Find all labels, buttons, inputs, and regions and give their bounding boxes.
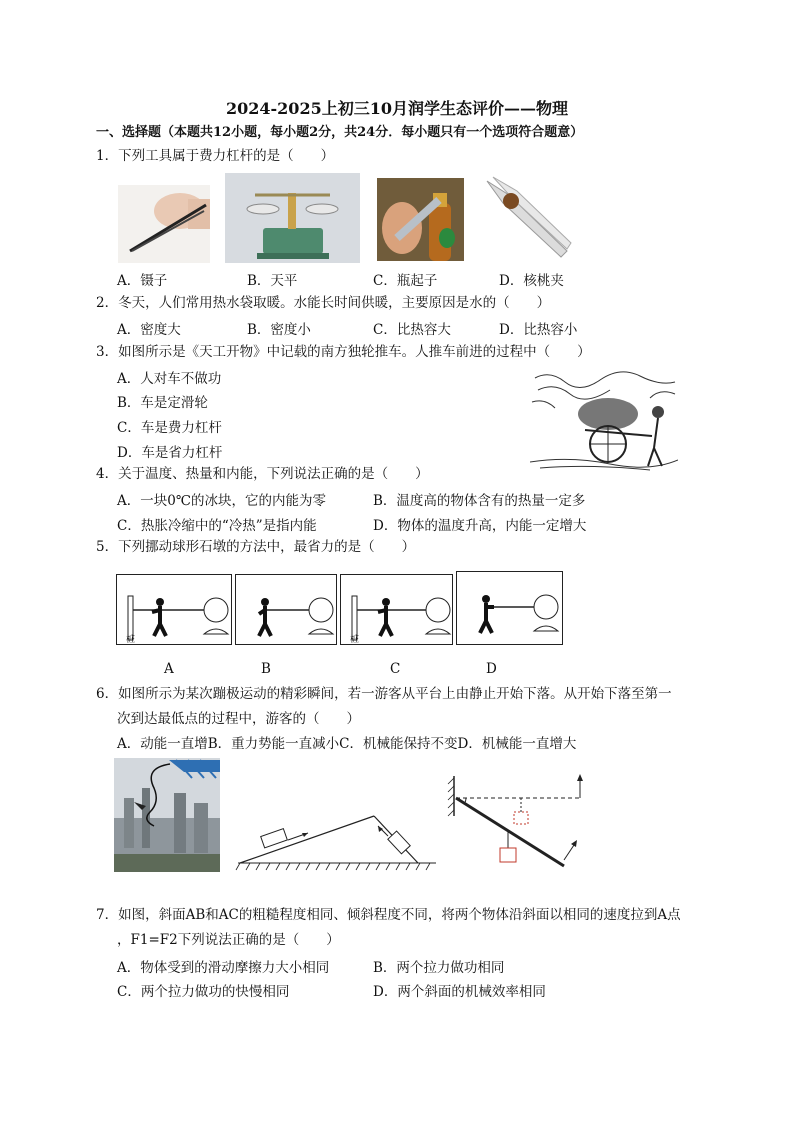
- q5-option-a: A: [164, 661, 174, 677]
- q5-panel-a: [116, 574, 232, 645]
- question-6-options: A．动能一直增B．重力势能一直减小C．机械能保持不变D．机械能一直增大: [117, 736, 577, 752]
- question-7-stem-line1: 7．如图，斜面AB和AC的粗糙程度相同、倾斜程度不同，将两个物体沿斜面以相同的速度拉到A点: [96, 907, 681, 923]
- q5-option-c: C: [390, 661, 401, 677]
- post-label: 桩: [126, 635, 136, 645]
- post-label: 桩: [350, 635, 360, 645]
- q7-option-d: D．两个斜面的机械效率相同: [373, 984, 546, 1000]
- inclined-planes-diagram: [226, 806, 443, 876]
- question-1-stem: 1．下列工具属于费力杠杆的是（ ）: [96, 148, 335, 164]
- q2-option-b: B．密度小: [247, 322, 311, 338]
- question-4-stem: 4．关于温度、热量和内能，下列说法正确的是（ ）: [96, 466, 429, 482]
- q7-option-a: A．物体受到的滑动摩擦力大小相同: [117, 960, 330, 976]
- q1-option-c: C．瓶起子: [373, 273, 438, 289]
- q7-option-c: C．两个拉力做功的快慢相同: [117, 984, 290, 1000]
- q3-option-c: C．车是费力杠杆: [117, 420, 222, 436]
- q4-option-d: D．物体的温度升高，内能一定增大: [373, 518, 587, 534]
- q3-option-a: A．人对车不做功: [117, 371, 222, 387]
- balance-scale-image: [225, 173, 360, 263]
- bungee-photo-image: [114, 758, 220, 872]
- nutcracker-image: [479, 173, 573, 265]
- bottle-opener-image: [377, 178, 464, 261]
- question-5-stem: 5．下列挪动球形石墩的方法中，最省力的是（ ）: [96, 539, 416, 555]
- q5-option-d: D: [486, 661, 497, 677]
- q1-option-a: A．镊子: [117, 273, 168, 289]
- question-7-stem-line2: ，F1=F2下列说法正确的是（ ）: [117, 932, 340, 948]
- q5-panel-b: [235, 574, 337, 645]
- q4-option-c: C．热胀冷缩中的“冷热”是指内能: [117, 518, 317, 534]
- wheelbarrow-engraving-image: [530, 368, 678, 474]
- q2-option-d: D．比热容小: [499, 322, 578, 338]
- q2-option-c: C．比热容大: [373, 322, 451, 338]
- q3-option-d: D．车是省力杠杆: [117, 445, 223, 461]
- q2-option-a: A．密度大: [117, 322, 181, 338]
- question-2-stem: 2．冬天，人们常用热水袋取暖。水能长时间供暖，主要原因是水的（ ）: [96, 295, 551, 311]
- q7-option-b: B．两个拉力做功相同: [373, 960, 505, 976]
- q1-option-d: D．核桃夹: [499, 273, 564, 289]
- section-heading: 一、选择题（本题共12小题，每小题2分，共24分．每小题只有一个选项符合题意）: [96, 125, 584, 140]
- question-3-stem: 3．如图所示是《天工开物》中记载的南方独轮推车。人推车前进的过程中（ ）: [96, 344, 591, 360]
- question-6-stem-line1: 6．如图所示为某次蹦极运动的精彩瞬间，若一游客从平台上由静止开始下落。从开始下落至第一: [96, 686, 672, 702]
- q4-option-a: A．一块0℃的冰块，它的内能为零: [117, 493, 326, 509]
- q1-option-b: B．天平: [247, 273, 298, 289]
- lever-diagram: [446, 770, 586, 876]
- question-6-stem-line2: 次到达最低点的过程中，游客的（ ）: [117, 711, 360, 727]
- q4-option-b: B．温度高的物体含有的热量一定多: [373, 493, 586, 509]
- q5-panel-c: [340, 574, 453, 645]
- q5-panel-d: [456, 571, 563, 645]
- page-title: 2024-2025上初三10月润学生态评价——物理: [226, 99, 568, 118]
- tweezers-image: [118, 185, 210, 263]
- q5-option-b: B: [261, 661, 271, 677]
- q3-option-b: B．车是定滑轮: [117, 395, 208, 411]
